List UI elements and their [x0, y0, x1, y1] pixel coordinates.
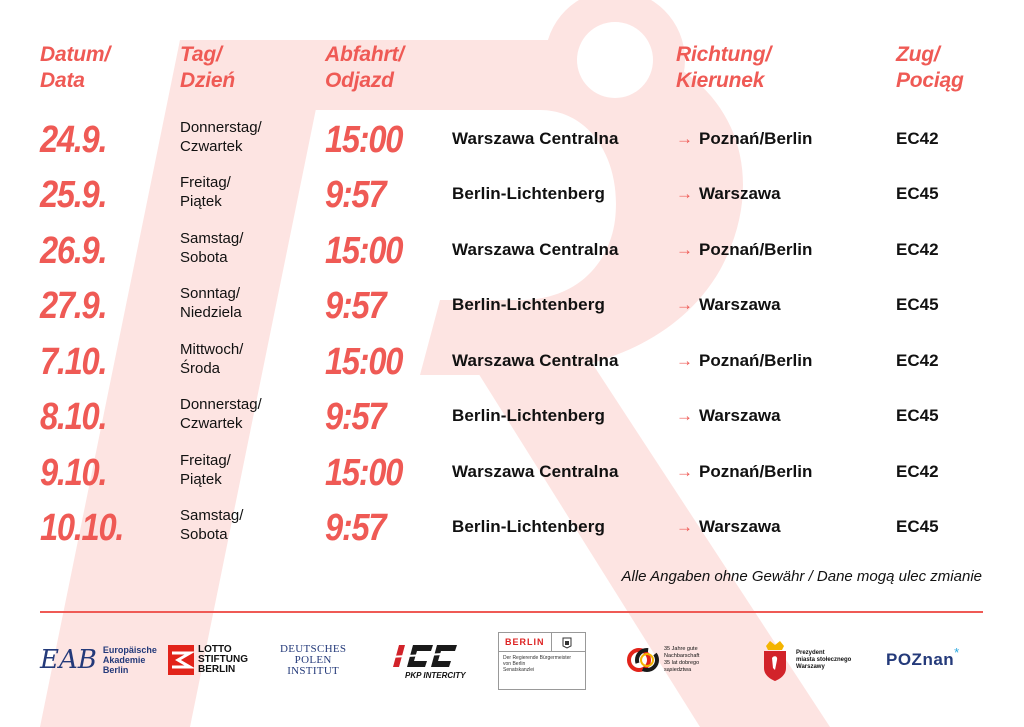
row-day	[180, 506, 243, 544]
eab-line: Europäische	[102, 645, 157, 655]
row-from-station: Berlin-Lichtenberg	[452, 184, 605, 203]
row-time: 15:00	[325, 452, 403, 494]
row-direction	[676, 406, 781, 426]
header-day-pl: Dzień	[180, 69, 236, 92]
schedule-row	[0, 171, 1024, 226]
row-date: 8.10.	[40, 396, 107, 438]
berlin-senate-logo	[498, 632, 586, 690]
warsaw-line: Warszawy	[796, 663, 825, 670]
neighbourhood-35-logo	[626, 630, 699, 690]
lotto-stiftung-logo	[168, 630, 248, 690]
lotto-line: BERLIN	[198, 664, 236, 675]
row-from-station: Berlin-Lichtenberg	[452, 517, 605, 536]
warsaw-mayor-logo	[760, 630, 851, 690]
berlin-line: von Berlin	[503, 661, 526, 667]
arrow-right-icon: →	[676, 351, 693, 370]
row-time: 9:57	[325, 507, 386, 549]
header-departure-de: Abfahrt/	[325, 43, 404, 66]
schedule-row	[0, 338, 1024, 393]
intercity-mark-icon	[385, 641, 465, 671]
day-de: Donnerstag/	[180, 119, 262, 136]
row-train: EC45	[896, 184, 939, 203]
row-day	[180, 395, 262, 433]
header-train	[896, 42, 964, 94]
divider-line	[40, 611, 983, 613]
arrow-right-icon: →	[676, 295, 693, 314]
arrow-right-icon: →	[676, 184, 693, 203]
header-date-de: Datum/	[40, 43, 110, 66]
poznan-logo	[886, 630, 959, 690]
day-pl: Piątek	[180, 471, 222, 488]
lotto-line: STIFTUNG	[198, 654, 248, 665]
day-de: Samstag/	[180, 230, 244, 247]
arrow-right-icon: →	[676, 240, 693, 259]
row-train: EC42	[896, 240, 939, 259]
disclaimer-text: Alle Angaben ohne Gewähr / Dane mogą ulec zmianie	[621, 568, 982, 585]
row-direction	[676, 462, 812, 482]
row-day	[180, 284, 242, 322]
row-direction	[676, 184, 781, 204]
direction-text: Warszawa	[699, 295, 781, 314]
row-from-station: Warszawa Centralna	[452, 129, 619, 148]
header-date-pl: Data	[40, 69, 85, 92]
row-train: EC45	[896, 406, 939, 425]
row-time: 15:00	[325, 341, 403, 383]
direction-text: Warszawa	[699, 406, 781, 425]
intercity-subtitle: PKP INTERCITY	[405, 670, 466, 680]
row-direction	[676, 295, 781, 315]
day-de: Sonntag/	[180, 285, 241, 302]
schedule-row	[0, 393, 1024, 448]
row-train: EC45	[896, 295, 939, 314]
sponsor-logos	[40, 630, 983, 690]
dpi-line: DEUTSCHES	[280, 642, 347, 655]
row-day	[180, 229, 243, 267]
direction-text: Warszawa	[699, 184, 781, 203]
day-pl: Środa	[180, 360, 221, 377]
pkp-intercity-logo	[385, 630, 466, 690]
row-from-station: Berlin-Lichtenberg	[452, 406, 605, 425]
day-pl: Piątek	[180, 193, 222, 210]
row-direction	[676, 517, 781, 537]
row-day	[180, 340, 243, 378]
header-day	[180, 42, 235, 94]
day-de: Mittwoch/	[180, 341, 244, 358]
lotto-text	[198, 645, 248, 675]
pl35-text	[664, 646, 699, 674]
warsaw-text	[796, 650, 851, 671]
day-pl: Sobota	[180, 249, 228, 266]
dpi-line: INSTITUT	[287, 664, 340, 677]
direction-text: Poznań/Berlin	[699, 351, 813, 370]
row-direction	[676, 240, 812, 260]
row-train: EC42	[896, 351, 939, 370]
header-day-de: Tag/	[180, 43, 222, 66]
eab-text	[103, 645, 157, 675]
pl35-line: sąsiedztwa	[664, 667, 692, 673]
berlin-header	[499, 633, 585, 652]
eab-line: Berlin	[102, 665, 129, 675]
header-departure	[325, 42, 404, 94]
row-time: 9:57	[325, 174, 386, 216]
row-time: 9:57	[325, 396, 386, 438]
row-train: EC45	[896, 517, 939, 536]
header-direction	[676, 42, 771, 94]
schedule-row	[0, 282, 1024, 337]
row-date: 9.10.	[40, 452, 107, 494]
row-time: 15:00	[325, 119, 403, 161]
eab-mark: EAB	[40, 645, 97, 675]
row-from-station: Warszawa Centralna	[452, 462, 619, 481]
direction-text: Poznań/Berlin	[699, 462, 813, 481]
berlin-line: Der Regierende Bürgermeister	[503, 655, 572, 661]
arrow-right-icon: →	[676, 406, 693, 425]
day-de: Freitag/	[180, 452, 231, 469]
poznan-wordmark: POZnan	[886, 650, 955, 669]
day-pl: Czwartek	[180, 138, 243, 155]
row-date: 24.9.	[40, 119, 107, 161]
lotto-mark-icon	[168, 645, 194, 675]
day-pl: Sobota	[180, 526, 228, 543]
day-pl: Niedziela	[180, 304, 242, 321]
row-date: 25.9.	[40, 174, 107, 216]
arrow-right-icon: →	[676, 462, 693, 481]
header-departure-pl: Odjazd	[325, 69, 394, 92]
warsaw-line: miasta stołecznego	[796, 656, 852, 663]
row-from-station: Berlin-Lichtenberg	[452, 295, 605, 314]
warsaw-crest-icon	[760, 638, 790, 682]
row-date: 26.9.	[40, 230, 107, 272]
schedule-row	[0, 116, 1024, 171]
warsaw-line: Prezydent	[796, 649, 825, 656]
eab-line: Akademie	[102, 655, 146, 665]
header-train-de: Zug/	[896, 43, 940, 66]
berlin-title: BERLIN	[499, 633, 552, 651]
day-de: Freitag/	[180, 174, 231, 191]
pl35-line: 35 lat dobrego	[664, 660, 700, 666]
direction-text: Warszawa	[699, 517, 781, 536]
eab-logo	[40, 630, 157, 690]
lotto-line: LOTTO	[198, 644, 232, 655]
header-direction-de: Richtung/	[676, 43, 772, 66]
berlin-bear-icon	[560, 635, 574, 649]
twin-ring-icon	[626, 643, 660, 677]
header-date	[40, 42, 110, 94]
pl35-line: 35 Jahre gute	[664, 646, 698, 652]
row-from-station: Warszawa Centralna	[452, 351, 619, 370]
row-date: 10.10.	[40, 507, 124, 549]
direction-text: Poznań/Berlin	[699, 129, 813, 148]
row-day	[180, 173, 231, 211]
dpi-line: POLEN	[294, 653, 332, 666]
row-date: 7.10.	[40, 341, 107, 383]
day-pl: Czwartek	[180, 415, 243, 432]
day-de: Donnerstag/	[180, 396, 262, 413]
berlin-lines	[499, 652, 575, 676]
row-time: 9:57	[325, 285, 386, 327]
arrow-right-icon: →	[676, 517, 693, 536]
row-day	[180, 451, 231, 489]
schedule-row	[0, 227, 1024, 282]
row-direction	[676, 129, 812, 149]
day-de: Samstag/	[180, 507, 244, 524]
deutsches-polen-institut-logo	[280, 630, 346, 690]
row-train: EC42	[896, 462, 939, 481]
row-train: EC42	[896, 129, 939, 148]
asterisk-icon: *	[954, 644, 960, 660]
direction-text: Poznań/Berlin	[699, 240, 813, 259]
row-from-station: Warszawa Centralna	[452, 240, 619, 259]
schedule-row	[0, 504, 1024, 559]
header-direction-pl: Kierunek	[676, 69, 765, 92]
row-date: 27.9.	[40, 285, 107, 327]
header-train-pl: Pociąg	[896, 69, 964, 92]
row-day	[180, 118, 262, 156]
pl35-line: Nachbarschaft	[664, 653, 700, 659]
row-direction	[676, 351, 812, 371]
dpi-text	[280, 644, 346, 677]
arrow-right-icon: →	[676, 129, 693, 148]
row-time: 15:00	[325, 230, 403, 272]
schedule-row	[0, 449, 1024, 504]
berlin-line: Senatskanzlei	[503, 667, 535, 673]
